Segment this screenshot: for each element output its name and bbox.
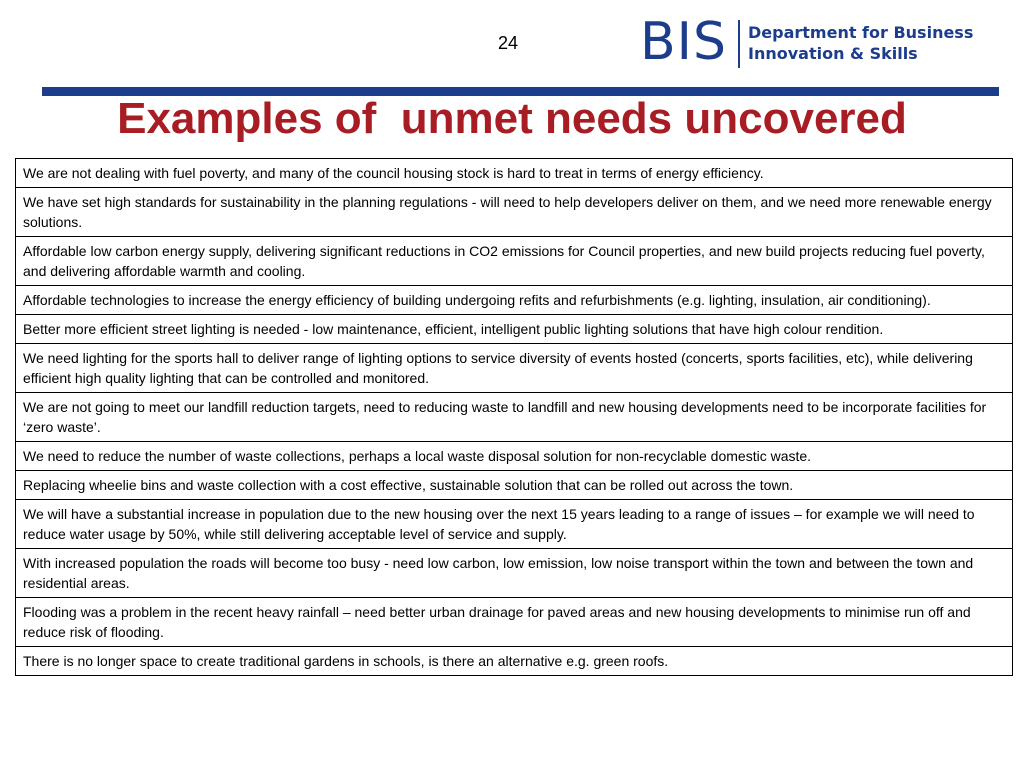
table-row xyxy=(16,315,1013,344)
logo-line-1: Department for Business xyxy=(748,23,974,42)
table-row xyxy=(16,344,1013,393)
table-cell: Replacing wheelie bins and waste collection with a cost effective, sustainable solution that can be rolled out across the town. xyxy=(16,471,1013,500)
logo-divider xyxy=(738,20,740,68)
logo-mark: BIS xyxy=(640,12,728,72)
table-cell: We need lighting for the sports hall to deliver range of lighting options to service diversity of events hosted (concerts, sports facilities, etc), while delivering efficient high quality lighting that can be controlled and monitored. xyxy=(16,344,1013,393)
table-cell: We are not going to meet our landfill reduction targets, need to reducing waste to landfill and new housing developments need to be incorporate facilities for ‘zero waste’. xyxy=(16,393,1013,442)
unmet-needs-table xyxy=(15,158,1013,676)
table-cell: There is no longer space to create traditional gardens in schools, is there an alternative e.g. green roofs. xyxy=(16,647,1013,676)
logo-line-2: Innovation & Skills xyxy=(748,44,918,63)
table-row xyxy=(16,549,1013,598)
table-row xyxy=(16,159,1013,188)
table-cell: With increased population the roads will become too busy - need low carbon, low emission, low noise transport within the town and between the town and residential areas. xyxy=(16,549,1013,598)
table-row xyxy=(16,393,1013,442)
table-row xyxy=(16,598,1013,647)
table-row xyxy=(16,188,1013,237)
table-row xyxy=(16,647,1013,676)
table-cell: We are not dealing with fuel poverty, and many of the council housing stock is hard to treat in terms of energy efficiency. xyxy=(16,159,1013,188)
slide-title: Examples of unmet needs uncovered xyxy=(117,94,907,143)
table-row xyxy=(16,500,1013,549)
table-cell: We need to reduce the number of waste collections, perhaps a local waste disposal solution for non-recyclable domestic waste. xyxy=(16,442,1013,471)
logo-text xyxy=(748,22,973,64)
table-cell: Better more efficient street lighting is needed - low maintenance, efficient, intelligent public lighting solutions that have high colour rendition. xyxy=(16,315,1013,344)
table-row xyxy=(16,286,1013,315)
table-row xyxy=(16,471,1013,500)
bis-logo xyxy=(640,12,980,72)
table-row xyxy=(16,237,1013,286)
table-cell: Flooding was a problem in the recent heavy rainfall – need better urban drainage for paved areas and new housing developments to minimise run off and reduce risk of flooding. xyxy=(16,598,1013,647)
table-cell: Affordable technologies to increase the energy efficiency of building undergoing refits and refurbishments (e.g. lighting, insulation, air conditioning). xyxy=(16,286,1013,315)
table-row xyxy=(16,442,1013,471)
table-cell: Affordable low carbon energy supply, delivering significant reductions in CO2 emissions for Council properties, and new build projects reducing fuel poverty, and delivering affordable warmth and cooling. xyxy=(16,237,1013,286)
page-number: 24 xyxy=(497,33,519,53)
table-cell: We will have a substantial increase in population due to the new housing over the next 15 years leading to a range of issues – for example we will need to reduce water usage by 50%, while still delivering acceptable level of service and supply. xyxy=(16,500,1013,549)
table-cell: We have set high standards for sustainability in the planning regulations - will need to help developers deliver on them, and we need more renewable energy solutions. xyxy=(16,188,1013,237)
